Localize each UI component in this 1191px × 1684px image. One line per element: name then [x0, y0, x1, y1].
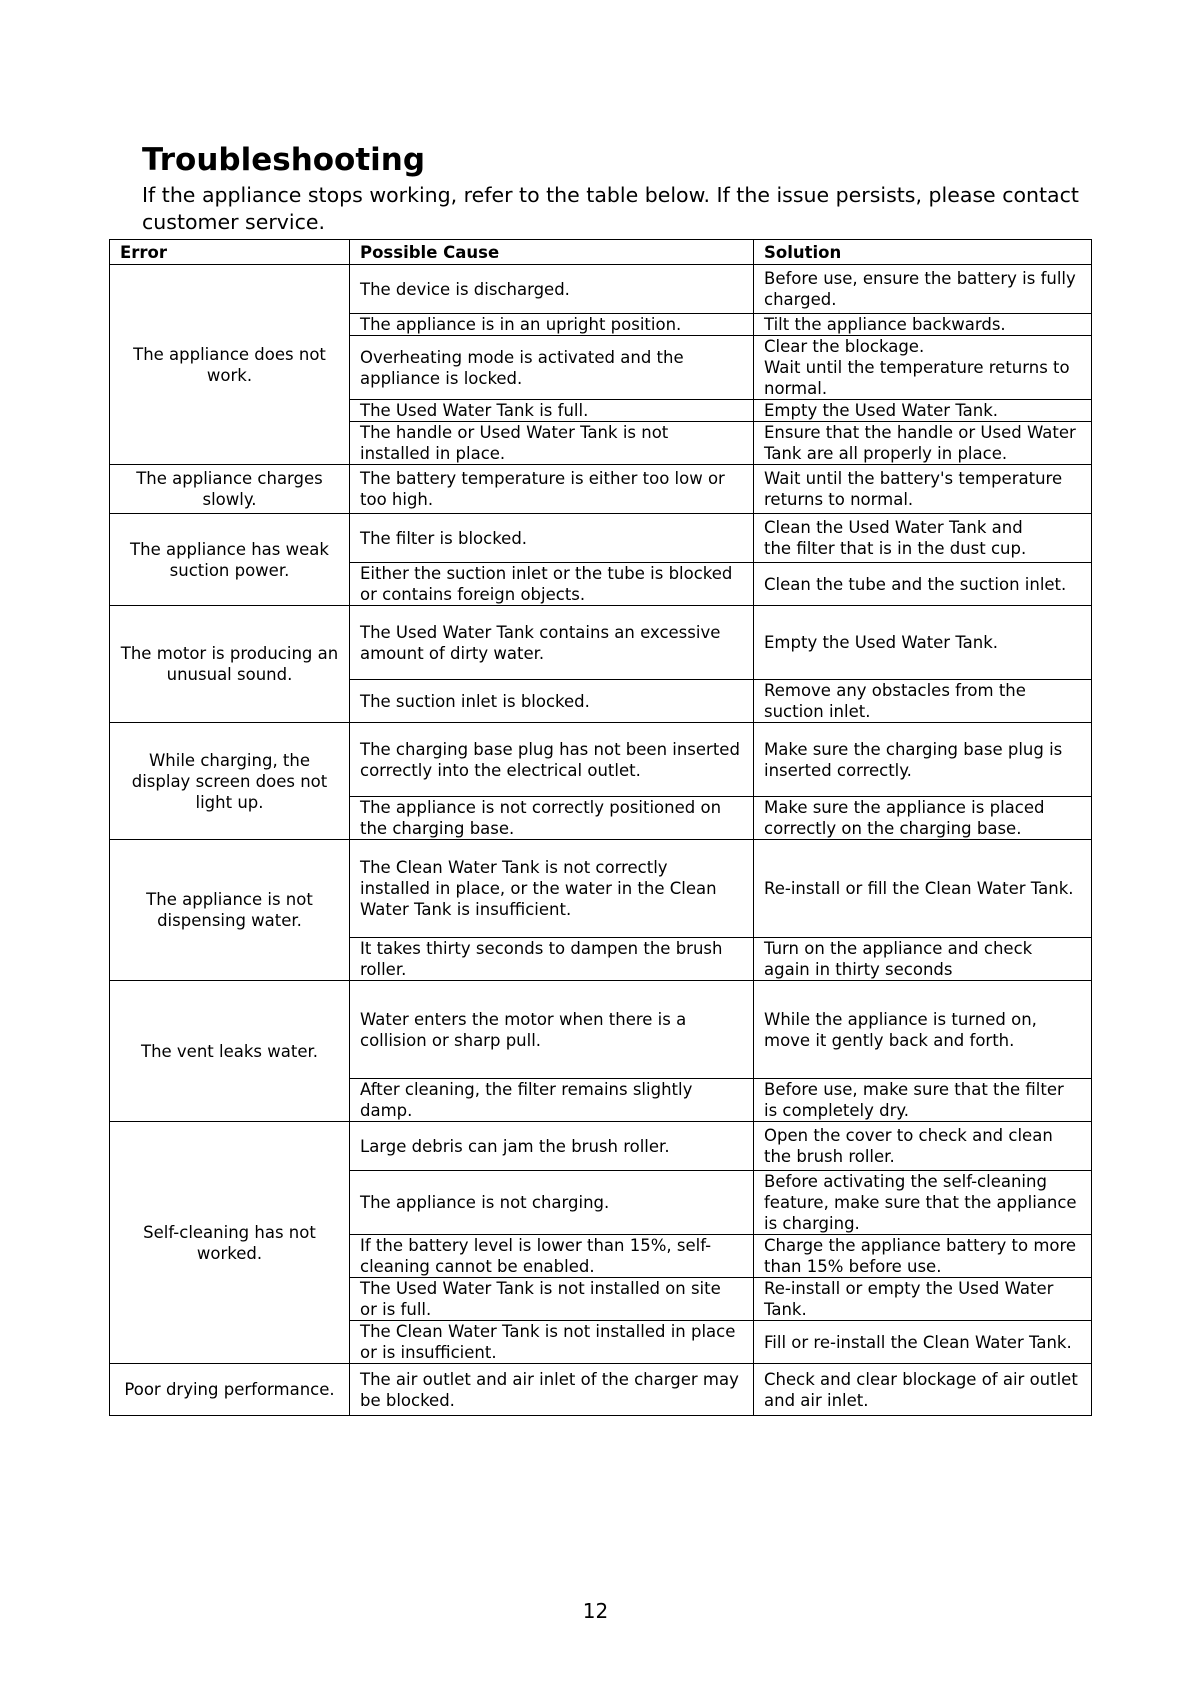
error-cell: The motor is producing an unusual sound. — [110, 606, 350, 723]
error-cell: While charging, the display screen does not light up. — [110, 723, 350, 840]
cause-cell: The Clean Water Tank is not correctly installed in place, or the water in the Clean Water Tank is insufficient. — [350, 840, 754, 938]
table-row — [110, 1122, 1092, 1171]
cause-cell: The appliance is not charging. — [350, 1171, 754, 1235]
intro-paragraph: If the appliance stops working, refer to the table below. If the issue persists, please contact customer service. — [142, 183, 1079, 234]
table-row — [110, 723, 1092, 797]
cause-cell: The Clean Water Tank is not installed in place or is insufficient. — [350, 1321, 754, 1364]
solution-cell: Remove any obstacles from the suction inlet. — [754, 680, 1092, 723]
solution-cell: Tilt the appliance backwards. — [754, 314, 1092, 336]
solution-cell: Make sure the charging base plug is inserted correctly. — [754, 723, 1092, 797]
cause-cell: If the battery level is lower than 15%, self- cleaning cannot be enabled. — [350, 1235, 754, 1278]
table-row — [110, 514, 1092, 563]
header-possible-cause: Possible Cause — [350, 240, 754, 265]
cause-cell: The Used Water Tank contains an excessive amount of dirty water. — [350, 606, 754, 680]
solution-cell: Clean the tube and the suction inlet. — [754, 563, 1092, 606]
cause-cell: It takes thirty seconds to dampen the brush roller. — [350, 938, 754, 981]
cause-cell: The appliance is in an upright position. — [350, 314, 754, 336]
table-row — [110, 981, 1092, 1079]
cause-cell: Water enters the motor when there is a collision or sharp pull. — [350, 981, 754, 1079]
solution-cell: Fill or re-install the Clean Water Tank. — [754, 1321, 1092, 1364]
solution-cell: While the appliance is turned on, move it gently back and forth. — [754, 981, 1092, 1079]
solution-cell: Re-install or fill the Clean Water Tank. — [754, 840, 1092, 938]
solution-cell: Re-install or empty the Used Water Tank. — [754, 1278, 1092, 1321]
cause-cell: The charging base plug has not been inserted correctly into the electrical outlet. — [350, 723, 754, 797]
cause-cell: The filter is blocked. — [350, 514, 754, 563]
page-number: 12 — [582, 1599, 609, 1623]
solution-cell: Clean the Used Water Tank and the filter that is in the dust cup. — [754, 514, 1092, 563]
error-cell: Self-cleaning has not worked. — [110, 1122, 350, 1364]
error-cell: The appliance has weak suction power. — [110, 514, 350, 606]
cause-cell: The battery temperature is either too low or too high. — [350, 465, 754, 514]
table-body — [110, 265, 1092, 1416]
cause-cell: The Used Water Tank is not installed on site or is full. — [350, 1278, 754, 1321]
solution-cell: Empty the Used Water Tank. — [754, 606, 1092, 680]
solution-cell: Wait until the battery's temperature returns to normal. — [754, 465, 1092, 514]
cause-cell: Large debris can jam the brush roller. — [350, 1122, 754, 1171]
solution-cell: Before activating the self-cleaning feature, make sure that the appliance is charging. — [754, 1171, 1092, 1235]
error-cell: The appliance charges slowly. — [110, 465, 350, 514]
solution-cell: Ensure that the handle or Used Water Tank are all properly in place. — [754, 422, 1092, 465]
cause-cell: The suction inlet is blocked. — [350, 680, 754, 723]
solution-cell: Turn on the appliance and check again in thirty seconds — [754, 938, 1092, 981]
page-title: Troubleshooting — [142, 142, 426, 178]
error-cell: The vent leaks water. — [110, 981, 350, 1122]
solution-cell: Empty the Used Water Tank. — [754, 400, 1092, 422]
table-header-row — [110, 240, 1092, 265]
header-solution: Solution — [754, 240, 1092, 265]
cause-cell: The air outlet and air inlet of the charger may be blocked. — [350, 1364, 754, 1416]
cause-cell: Overheating mode is activated and the appliance is locked. — [350, 336, 754, 400]
solution-cell: Clear the blockage. Wait until the temperature returns to normal. — [754, 336, 1092, 400]
cause-cell: The handle or Used Water Tank is not installed in place. — [350, 422, 754, 465]
error-cell: The appliance does not work. — [110, 265, 350, 465]
solution-cell: Before use, make sure that the filter is completely dry. — [754, 1079, 1092, 1122]
solution-cell: Before use, ensure the battery is fully charged. — [754, 265, 1092, 314]
error-cell: The appliance is not dispensing water. — [110, 840, 350, 981]
header-error: Error — [110, 240, 350, 265]
solution-cell: Make sure the appliance is placed correctly on the charging base. — [754, 797, 1092, 840]
cause-cell: The device is discharged. — [350, 265, 754, 314]
table-row — [110, 840, 1092, 938]
solution-cell: Charge the appliance battery to more than 15% before use. — [754, 1235, 1092, 1278]
troubleshooting-table — [109, 239, 1092, 1416]
cause-cell: The Used Water Tank is full. — [350, 400, 754, 422]
solution-cell: Open the cover to check and clean the brush roller. — [754, 1122, 1092, 1171]
table-row — [110, 606, 1092, 680]
table-row — [110, 465, 1092, 514]
cause-cell: Either the suction inlet or the tube is blocked or contains foreign objects. — [350, 563, 754, 606]
cause-cell: After cleaning, the filter remains slightly damp. — [350, 1079, 754, 1122]
solution-cell: Check and clear blockage of air outlet and air inlet. — [754, 1364, 1092, 1416]
table-row — [110, 265, 1092, 314]
table-row — [110, 1364, 1092, 1416]
cause-cell: The appliance is not correctly positioned on the charging base. — [350, 797, 754, 840]
error-cell: Poor drying performance. — [110, 1364, 350, 1416]
